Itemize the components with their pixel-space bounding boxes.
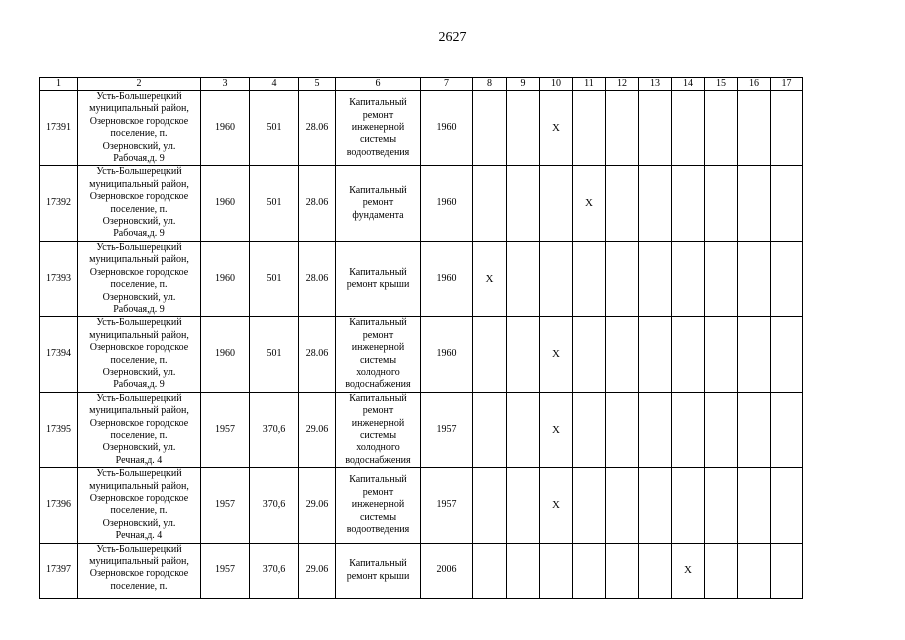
mark-cell	[738, 241, 771, 316]
capital-repair-table	[39, 77, 803, 599]
mark-cell	[473, 543, 507, 598]
table-row	[40, 543, 803, 598]
address-line: Озерновское городское	[89, 191, 189, 203]
mark-cell	[738, 543, 771, 598]
work-year-cell: 1960	[421, 241, 473, 316]
year-cell: 1960	[201, 166, 250, 241]
code-cell: 29.06	[299, 468, 336, 543]
area-cell: 501	[250, 91, 299, 166]
address-line: муниципальный район,	[89, 556, 189, 568]
address-line: Рабочая,д. 9	[113, 379, 165, 391]
mark-cell	[507, 91, 540, 166]
work-type-line: Капитальный	[349, 474, 407, 486]
work-type-line: инженерной	[351, 342, 405, 354]
mark-cell	[771, 241, 803, 316]
code-cell: 28.06	[299, 91, 336, 166]
mark-cell	[639, 543, 672, 598]
mark-cell	[672, 166, 705, 241]
mark-cell	[573, 543, 606, 598]
row-id-cell: 17393	[40, 241, 78, 316]
column-number: 7	[421, 78, 473, 91]
work-type-cell	[336, 543, 421, 598]
column-number: 16	[738, 78, 771, 91]
mark-cell	[705, 468, 738, 543]
mark-cell	[771, 91, 803, 166]
work-type-cell	[336, 392, 421, 467]
address-cell	[78, 468, 201, 543]
address-cell	[78, 241, 201, 316]
mark-cell: Х	[540, 91, 573, 166]
mark-cell	[507, 392, 540, 467]
address-line: Усть-Большерецкий	[96, 392, 182, 404]
mark-cell	[705, 91, 738, 166]
column-number: 17	[771, 78, 803, 91]
work-type-line: системы	[359, 511, 397, 523]
work-year-cell: 1960	[421, 166, 473, 241]
mark-cell	[705, 317, 738, 392]
mark-cell: Х	[540, 468, 573, 543]
address-line: Озерновский, ул.	[102, 517, 176, 529]
mark-cell	[507, 317, 540, 392]
mark-cell: Х	[672, 543, 705, 598]
table-row	[40, 91, 803, 166]
mark-cell	[606, 543, 639, 598]
work-type-line: Капитальный	[349, 97, 407, 109]
row-id-cell: 17395	[40, 392, 78, 467]
work-type-cell	[336, 317, 421, 392]
work-type-line: системы	[359, 429, 397, 441]
address-line: муниципальный район,	[89, 254, 189, 266]
mark-cell	[507, 468, 540, 543]
address-line: поселение, п.	[110, 279, 168, 291]
area-cell: 370,6	[250, 543, 299, 598]
address-line: поселение, п.	[110, 203, 168, 215]
mark-cell	[771, 543, 803, 598]
mark-cell	[473, 91, 507, 166]
work-type-line: холодного	[356, 366, 400, 378]
address-line: Озерновский, ул.	[102, 291, 176, 303]
work-type-line: холодного	[356, 442, 400, 454]
address-line: муниципальный район,	[89, 405, 189, 417]
year-cell: 1957	[201, 392, 250, 467]
address-line: Усть-Большерецкий	[96, 241, 182, 253]
address-cell	[78, 91, 201, 166]
column-number: 8	[473, 78, 507, 91]
mark-cell	[573, 317, 606, 392]
mark-cell	[473, 468, 507, 543]
column-number: 5	[299, 78, 336, 91]
address-line: муниципальный район,	[89, 329, 189, 341]
address-line: Озерновский, ул.	[102, 442, 176, 454]
address-line: Озерновское городское	[89, 266, 189, 278]
year-cell: 1960	[201, 241, 250, 316]
mark-cell: Х	[473, 241, 507, 316]
address-line: Озерновский, ул.	[102, 140, 176, 152]
mark-cell	[738, 468, 771, 543]
address-line: Усть-Большерецкий	[96, 543, 182, 555]
mark-cell	[606, 241, 639, 316]
area-cell: 501	[250, 166, 299, 241]
work-type-cell	[336, 468, 421, 543]
mark-cell	[573, 241, 606, 316]
code-cell: 29.06	[299, 543, 336, 598]
address-line: Озерновский, ул.	[102, 216, 176, 228]
mark-cell	[639, 468, 672, 543]
mark-cell	[473, 317, 507, 392]
address-line: Озерновский, ул.	[102, 366, 176, 378]
column-number-row	[40, 78, 803, 91]
mark-cell	[672, 317, 705, 392]
address-cell	[78, 317, 201, 392]
work-type-line: водоснабжения	[345, 454, 411, 466]
work-type-line: Капитальный	[349, 558, 407, 570]
address-line: поселение, п.	[110, 354, 168, 366]
work-type-cell	[336, 166, 421, 241]
work-type-cell	[336, 91, 421, 166]
mark-cell	[738, 166, 771, 241]
address-line: Озерновское городское	[89, 342, 189, 354]
mark-cell	[672, 91, 705, 166]
work-type-line: ремонт	[362, 109, 394, 121]
mark-cell	[738, 392, 771, 467]
work-year-cell: 1957	[421, 392, 473, 467]
work-type-line: ремонт	[362, 405, 394, 417]
address-line: Рабочая,д. 9	[113, 303, 165, 315]
row-id-cell: 17396	[40, 468, 78, 543]
table-body	[40, 91, 803, 599]
work-type-line: инженерной	[351, 122, 405, 134]
work-type-line: ремонт	[362, 329, 394, 341]
area-cell: 501	[250, 241, 299, 316]
address-line: муниципальный район,	[89, 178, 189, 190]
code-cell: 28.06	[299, 241, 336, 316]
column-number: 2	[78, 78, 201, 91]
address-line: муниципальный район,	[89, 103, 189, 115]
mark-cell	[540, 241, 573, 316]
table-row	[40, 468, 803, 543]
column-number: 9	[507, 78, 540, 91]
mark-cell	[573, 91, 606, 166]
column-number: 3	[201, 78, 250, 91]
work-type-line: системы	[359, 134, 397, 146]
work-year-cell: 2006	[421, 543, 473, 598]
mark-cell	[738, 91, 771, 166]
address-line: Рабочая,д. 9	[113, 153, 165, 165]
work-type-line: фундамента	[352, 209, 404, 221]
mark-cell	[705, 543, 738, 598]
mark-cell	[606, 91, 639, 166]
table-row	[40, 166, 803, 241]
mark-cell	[639, 317, 672, 392]
code-cell: 28.06	[299, 317, 336, 392]
mark-cell	[473, 392, 507, 467]
mark-cell	[606, 468, 639, 543]
row-id-cell: 17391	[40, 91, 78, 166]
column-number: 13	[639, 78, 672, 91]
column-number: 1	[40, 78, 78, 91]
address-line: Усть-Большерецкий	[96, 91, 182, 102]
code-cell: 28.06	[299, 166, 336, 241]
mark-cell	[639, 91, 672, 166]
column-number: 12	[606, 78, 639, 91]
row-id-cell: 17397	[40, 543, 78, 598]
mark-cell	[639, 241, 672, 316]
address-line: Усть-Большерецкий	[96, 166, 182, 178]
mark-cell: Х	[540, 317, 573, 392]
mark-cell	[705, 166, 738, 241]
work-type-line: инженерной	[351, 499, 405, 511]
address-line: поселение, п.	[110, 128, 168, 140]
year-cell: 1957	[201, 468, 250, 543]
year-cell: 1957	[201, 543, 250, 598]
column-number: 4	[250, 78, 299, 91]
mark-cell	[771, 468, 803, 543]
area-cell: 370,6	[250, 468, 299, 543]
mark-cell	[672, 392, 705, 467]
address-line: муниципальный район,	[89, 480, 189, 492]
mark-cell	[507, 166, 540, 241]
table-row	[40, 241, 803, 316]
work-type-cell	[336, 241, 421, 316]
row-id-cell: 17392	[40, 166, 78, 241]
area-cell: 370,6	[250, 392, 299, 467]
mark-cell	[672, 241, 705, 316]
mark-cell	[771, 392, 803, 467]
mark-cell	[672, 468, 705, 543]
area-cell: 501	[250, 317, 299, 392]
mark-cell	[573, 468, 606, 543]
address-cell	[78, 166, 201, 241]
work-type-line: Капитальный	[349, 392, 407, 404]
address-line: Озерновское городское	[89, 417, 189, 429]
column-number: 11	[573, 78, 606, 91]
mark-cell	[507, 543, 540, 598]
year-cell: 1960	[201, 317, 250, 392]
address-line: поселение, п.	[110, 429, 168, 441]
year-cell: 1960	[201, 91, 250, 166]
work-type-line: Капитальный	[349, 317, 407, 329]
work-year-cell: 1960	[421, 91, 473, 166]
work-type-line: ремонт крыши	[346, 279, 410, 291]
mark-cell	[606, 317, 639, 392]
address-line: поселение, п.	[110, 580, 168, 592]
address-line: Усть-Большерецкий	[96, 468, 182, 480]
address-line: Озерновское городское	[89, 493, 189, 504]
address-line: Озерновское городское	[89, 568, 189, 580]
mark-cell	[606, 392, 639, 467]
mark-cell	[606, 166, 639, 241]
table-row	[40, 392, 803, 467]
work-type-line: Капитальный	[349, 185, 407, 197]
mark-cell	[771, 166, 803, 241]
mark-cell	[705, 241, 738, 316]
work-type-line: водоснабжения	[345, 379, 411, 391]
code-cell: 29.06	[299, 392, 336, 467]
work-type-line: водоотведения	[346, 146, 410, 158]
mark-cell	[639, 166, 672, 241]
address-line: Озерновское городское	[89, 115, 189, 127]
work-type-line: инженерной	[351, 417, 405, 429]
column-number: 14	[672, 78, 705, 91]
page-number: 2627	[438, 30, 467, 45]
column-number: 15	[705, 78, 738, 91]
mark-cell: Х	[540, 392, 573, 467]
work-type-line: ремонт	[362, 197, 394, 209]
address-line: Рабочая,д. 9	[113, 228, 165, 240]
mark-cell	[639, 392, 672, 467]
work-year-cell: 1957	[421, 468, 473, 543]
work-type-line: ремонт	[362, 486, 394, 498]
address-line: Речная,д. 4	[115, 454, 163, 466]
column-number: 6	[336, 78, 421, 91]
row-id-cell: 17394	[40, 317, 78, 392]
table-row	[40, 317, 803, 392]
work-type-line: Капитальный	[349, 266, 407, 278]
work-year-cell: 1960	[421, 317, 473, 392]
mark-cell	[473, 166, 507, 241]
mark-cell	[705, 392, 738, 467]
work-type-line: системы	[359, 354, 397, 366]
address-line: Речная,д. 4	[115, 530, 163, 542]
mark-cell	[738, 317, 771, 392]
mark-cell	[507, 241, 540, 316]
address-cell	[78, 543, 201, 598]
address-cell	[78, 392, 201, 467]
column-number: 10	[540, 78, 573, 91]
mark-cell	[540, 166, 573, 241]
mark-cell	[771, 317, 803, 392]
mark-cell	[573, 392, 606, 467]
work-type-line: водоотведения	[346, 524, 410, 536]
mark-cell	[540, 543, 573, 598]
address-line: Усть-Большерецкий	[96, 317, 182, 329]
work-type-line: ремонт крыши	[346, 570, 410, 582]
mark-cell: Х	[573, 166, 606, 241]
address-line: поселение, п.	[110, 505, 168, 517]
